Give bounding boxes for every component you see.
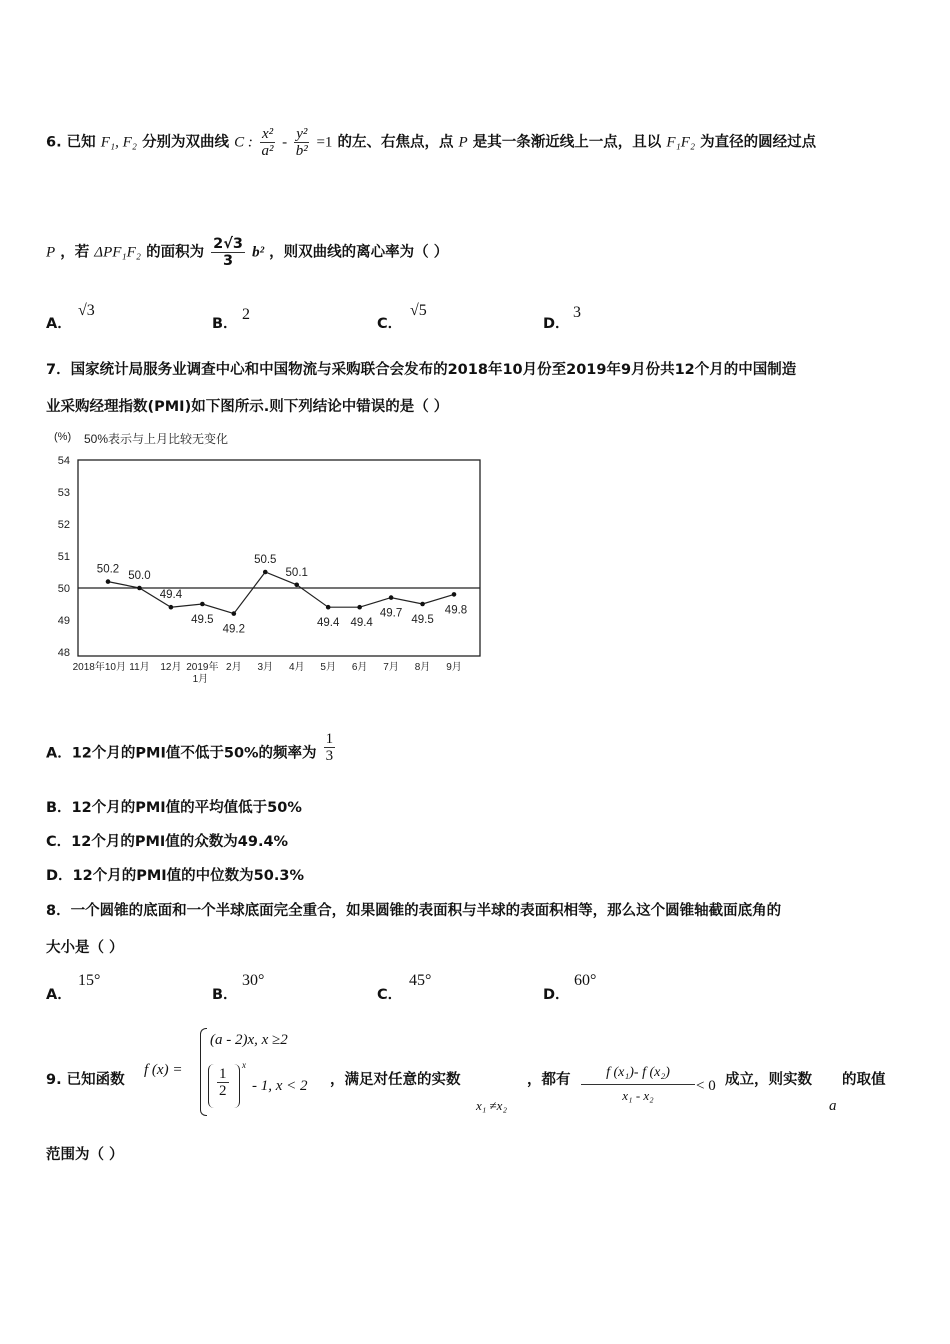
data-point — [106, 579, 111, 584]
q8-option-d-value: 60° — [574, 972, 597, 989]
x-tick-label: 12月 — [160, 662, 182, 673]
q6-point-p2: P — [46, 244, 56, 261]
q8-option-a-label[interactable]: A． — [46, 987, 72, 1003]
data-point — [357, 605, 362, 610]
q9-text5: 的取值 — [842, 1072, 886, 1088]
q9-var-a: a — [829, 1098, 837, 1114]
data-label: 50.0 — [128, 570, 151, 582]
q6-number: 6. — [46, 134, 62, 151]
x-tick-label-sub: 1月 — [192, 674, 209, 685]
q6-text1: 已知 — [66, 134, 96, 151]
q8-line2: 大小是（ ） — [46, 940, 124, 956]
pmi-point-labels — [97, 554, 467, 636]
q8-option-b-label[interactable]: B． — [212, 987, 238, 1003]
y-axis-ticks — [58, 455, 70, 659]
y-tick-label: 50 — [57, 583, 70, 595]
q7-option-a-den: 3 — [325, 748, 334, 764]
q6-frac-y-den: b² — [295, 143, 308, 159]
q6-option-b-label[interactable]: B． — [212, 316, 238, 332]
data-label: 49.5 — [411, 614, 434, 626]
q6-text5: 为直径的圆经过点 — [700, 134, 817, 151]
data-label: 49.4 — [316, 617, 340, 630]
q9-cond-den: x₁ - x₂ — [622, 1088, 654, 1103]
data-label: 49.4 — [350, 617, 373, 630]
q6-text7: 的面积为 — [146, 244, 205, 261]
q7-option-d[interactable]: D．12个月的PMI值的中位数为50.3% — [46, 868, 304, 884]
x-tick-label: 4月 — [288, 662, 305, 673]
q9-function-name: f (x) = — [144, 1062, 183, 1078]
q6-option-a-label[interactable]: A． — [46, 316, 72, 332]
q6-minus: - — [282, 134, 288, 151]
x-tick-label: 2月 — [226, 662, 242, 673]
plot-frame — [78, 460, 480, 656]
q6-option-b-value: 2 — [242, 306, 250, 323]
x-tick-label: 2019年 — [186, 662, 219, 673]
q8-option-d-label[interactable]: D． — [543, 987, 570, 1003]
q9-lt0: < 0 — [696, 1078, 716, 1094]
q6-line1 — [46, 126, 816, 159]
q6-option-c-value: √5 — [410, 302, 427, 319]
q6-area-den: 3 — [223, 253, 234, 269]
data-label: 50.2 — [96, 563, 120, 576]
q7-option-a[interactable] — [46, 731, 337, 770]
q7-line1: 7．国家统计局服务业调查中心和中国物流与采购联合会发布的2018年10月份至2019年9月份共12个月的中国制造 — [46, 362, 797, 378]
q9-paren-left — [208, 1064, 214, 1108]
q6-text4: 是其一条渐近线上一点，且以 — [472, 134, 662, 151]
q9-line2: 范围为（ ） — [46, 1147, 124, 1163]
y-tick-label: 51 — [57, 551, 70, 563]
q6-b-squared: b² — [252, 244, 265, 261]
q9-distinct: x₁ ≠x₂ — [476, 1098, 507, 1113]
y-tick-label: 48 — [57, 647, 70, 659]
q6-frac-x-den: a² — [261, 143, 274, 159]
q9-text2: ，满足对任意的实数 — [330, 1072, 461, 1088]
q6-point-p: P — [458, 134, 468, 151]
q6-text3: 的左、右焦点，点 — [337, 134, 454, 151]
q6-option-a-value: √3 — [78, 302, 95, 319]
x-tick-label: 8月 — [414, 662, 431, 673]
q8-option-b-value: 30° — [242, 972, 265, 989]
data-point — [232, 611, 237, 616]
data-point — [200, 602, 205, 607]
q9-exponent: x — [242, 1060, 246, 1070]
q8-option-c-label[interactable]: C． — [377, 987, 403, 1003]
data-label: 49.7 — [379, 607, 403, 620]
x-tick-label: 5月 — [320, 662, 336, 673]
q8-option-c-value: 45° — [409, 972, 432, 989]
q6-curve-name: C : — [234, 134, 253, 151]
data-point — [452, 592, 457, 597]
y-tick-label: 52 — [57, 519, 70, 531]
y-tick-label: 54 — [57, 455, 70, 467]
q9-lead — [46, 1068, 125, 1089]
data-label: 49.8 — [444, 604, 468, 617]
data-label: 49.5 — [191, 614, 214, 626]
data-point — [263, 570, 268, 575]
pmi-points — [106, 570, 457, 616]
x-tick-label: 9月 — [446, 662, 462, 673]
x-tick-label: 6月 — [351, 662, 368, 673]
x-axis-ticks — [73, 660, 462, 685]
q6-text2: 分别为双曲线 — [142, 134, 230, 151]
q6-frac-y — [294, 126, 309, 159]
q6-area-num: 2√3 — [213, 236, 244, 252]
q6-eq1: =1 — [316, 134, 333, 151]
q9-left-brace — [200, 1028, 207, 1116]
q9-condition-frac — [581, 1062, 695, 1107]
q6-foci: F₁, F₂ — [100, 134, 137, 151]
q9-text4: 成立，则实数 — [725, 1072, 812, 1088]
q9-cond-num: f (x₁)- f (x₂) — [581, 1062, 695, 1085]
y-tick-label: 53 — [57, 487, 70, 499]
data-label: 49.4 — [159, 589, 183, 602]
q9-half-den: 2 — [219, 1083, 227, 1099]
data-point — [137, 586, 142, 591]
data-label: 50.5 — [254, 554, 277, 566]
q6-frac-x — [260, 126, 275, 159]
q6-area-frac — [211, 236, 245, 269]
q9-case1: (a - 2)x, x ≥2 — [210, 1032, 288, 1048]
q7-line2: 业采购经理指数(PMI)如下图所示.则下列结论中错误的是（ ） — [46, 399, 449, 415]
x-tick-label: 7月 — [383, 662, 399, 673]
q6-option-d-value: 3 — [573, 304, 581, 321]
data-point — [389, 595, 394, 600]
q6-frac-y-num: y² — [296, 126, 308, 142]
q6-frac-x-num: x² — [261, 126, 274, 142]
data-point — [294, 583, 299, 588]
q7-option-c[interactable]: C．12个月的PMI值的众数为49.4% — [46, 834, 289, 850]
x-tick-label: 11月 — [129, 662, 150, 673]
q7-option-a-text: A．12个月的PMI值不低于50%的频率为 — [46, 745, 317, 762]
x-tick-label: 3月 — [257, 662, 274, 673]
q9-case2-rest: - 1, x < 2 — [252, 1078, 308, 1094]
q7-option-a-num: 1 — [325, 731, 334, 747]
q6-option-d-label[interactable]: D． — [543, 316, 570, 332]
q9-text3: ，都有 — [527, 1072, 571, 1088]
data-label: 50.1 — [285, 566, 308, 579]
q7-option-a-frac — [324, 731, 336, 764]
data-point — [420, 602, 425, 607]
q6-triangle: ΔPF₁F₂ — [94, 244, 142, 261]
q6-segment: F₁F₂ — [666, 134, 696, 151]
q9-paren-right — [234, 1064, 240, 1108]
data-label: 49.2 — [222, 623, 246, 636]
chart-title: 50%表示与上月比较无变化 — [84, 432, 229, 446]
q9-number: 9. — [46, 1072, 62, 1088]
pmi-chart — [46, 424, 506, 686]
q6-text8: ，则双曲线的离心率为（ ） — [269, 244, 449, 261]
y-tick-label: 49 — [57, 615, 70, 627]
q9-half-num: 1 — [219, 1066, 227, 1082]
chart-ylabel: (%) — [54, 431, 72, 443]
q9-half — [217, 1066, 229, 1099]
q6-text6: ，若 — [60, 244, 90, 261]
q6-option-c-label[interactable]: C． — [377, 316, 403, 332]
q7-option-b[interactable]: B．12个月的PMI值的平均值低于50% — [46, 800, 302, 816]
x-tick-label: 2018年10月 — [72, 662, 126, 673]
q9-text1: 已知函数 — [66, 1072, 125, 1088]
q8-line1: 8．一个圆锥的底面和一个半球底面完全重合，如果圆锥的表面积与半球的表面积相等，那么这个圆锥轴截面底角的 — [46, 903, 782, 919]
data-point — [326, 605, 331, 610]
data-point — [169, 605, 174, 610]
q8-option-a-value: 15° — [78, 972, 101, 989]
q6-line2 — [46, 236, 448, 269]
